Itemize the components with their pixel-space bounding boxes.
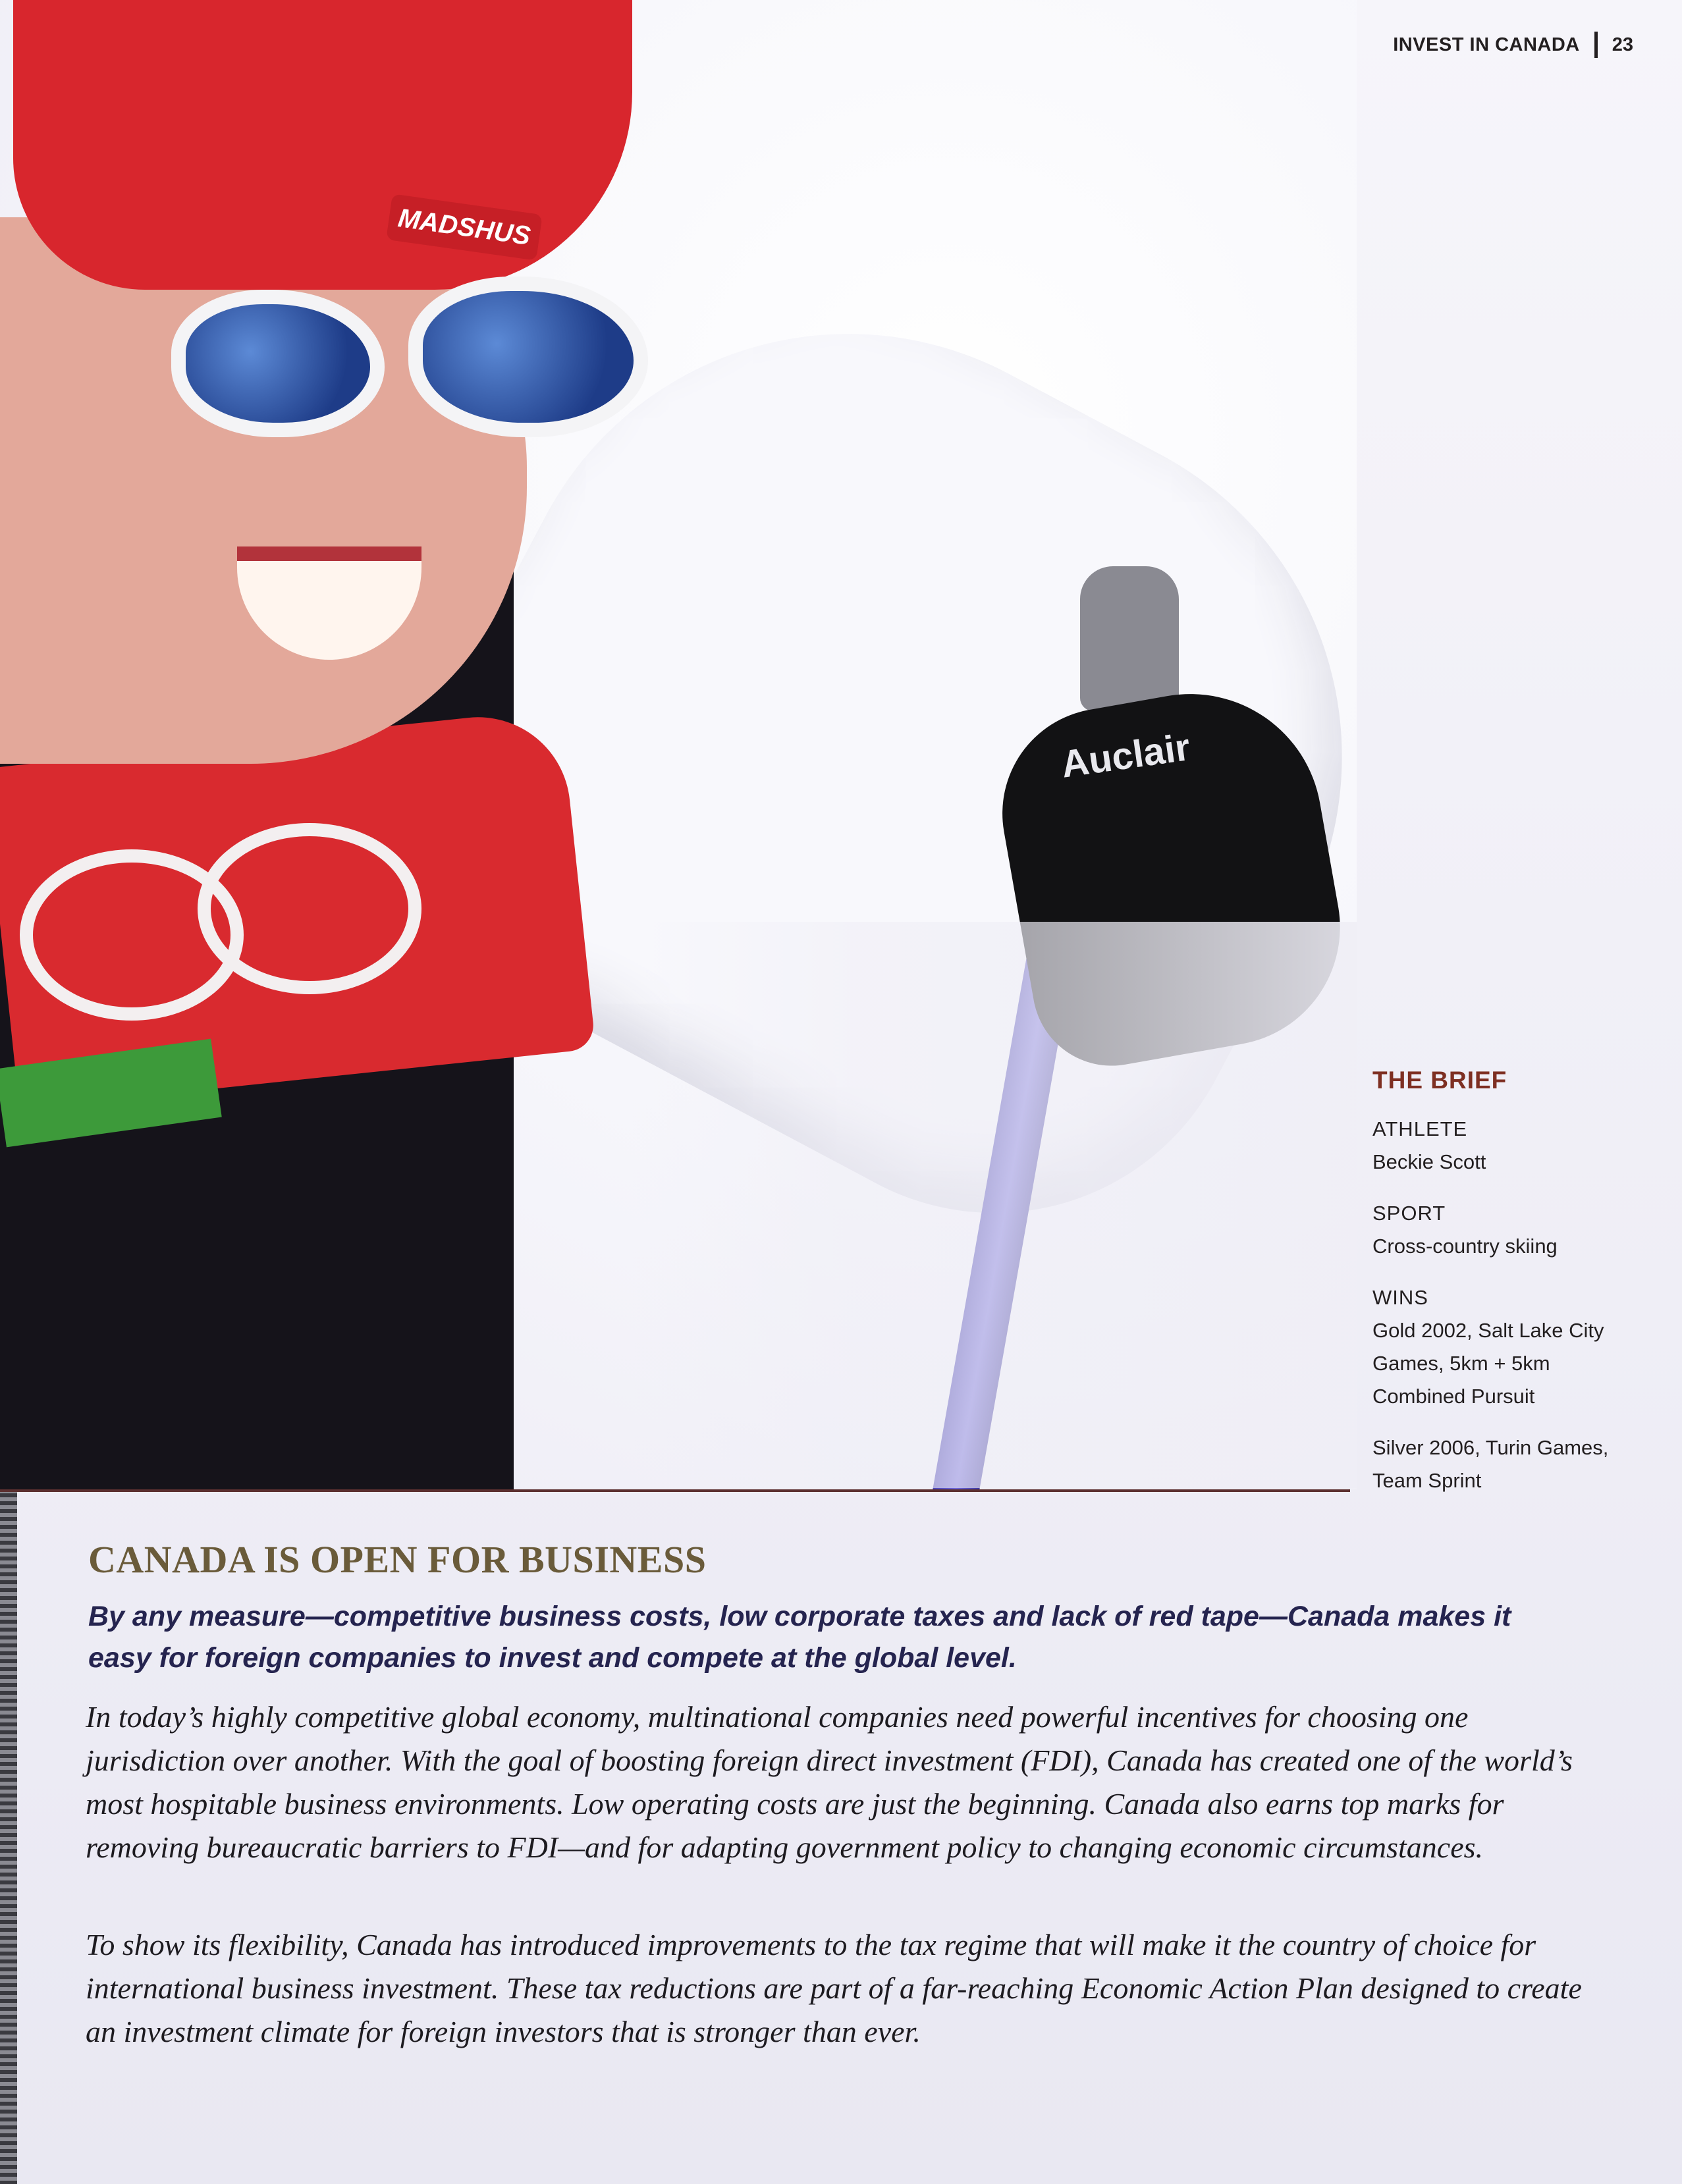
brief-silver [1372, 1431, 1662, 1497]
section-title: INVEST IN CANADA [1393, 34, 1580, 55]
article-deck: By any measure—competitive business costs, low corporate taxes and lack of red tape—Canada makes it easy for foreign companies to invest and compete at the global level. [88, 1601, 1511, 1674]
left-lens [171, 290, 385, 437]
article-headline: CANADA IS OPEN FOR BUSINESS [88, 1538, 707, 1581]
wins-label: WINS [1372, 1286, 1428, 1309]
photo-rule [0, 1489, 1350, 1492]
article-paragraph-2: To show its flexibility, Canada has introduced improvements to the tax regime that will make it the country of choice for international business investment. These tax reductions are part of a far-reaching Economic Action Plan designed to create an investment climate for foreign investors that is stronger than ever. [86, 1928, 1582, 2048]
pole-grip [1080, 566, 1179, 711]
wins-line: Gold 2002, Salt Lake City [1372, 1319, 1604, 1342]
wins-line: Combined Pursuit [1372, 1385, 1535, 1408]
brief-wins [1372, 1281, 1662, 1413]
right-lens [408, 277, 648, 437]
silver-line: Team Sprint [1372, 1469, 1482, 1492]
olympic-ring-2 [198, 823, 421, 994]
page-number: 23 [1612, 34, 1633, 55]
the-brief-sidebar [1372, 1067, 1662, 1516]
brief-title: THE BRIEF [1372, 1067, 1507, 1094]
hat-logo: MADSHUS [386, 194, 543, 260]
header-divider [1594, 32, 1598, 58]
wins-line: Games, 5km + 5km [1372, 1352, 1550, 1375]
sunglasses [40, 198, 665, 448]
sport-value: Cross-country skiing [1372, 1235, 1558, 1258]
athlete-label: ATHLETE [1372, 1117, 1468, 1140]
article-paragraph-1: In today’s highly competitive global economy, multinational companies need powerful incentives for choosing one jurisdiction over another. With the goal of boosting foreign direct investment (FDI), Canada has created one of the world’s most hospitable business environments. Low operating costs are just the beginning. Canada also earns top marks for removing bureaucratic barriers to FDI—and for adapting government policy to changing economic circumstances. [86, 1700, 1573, 1864]
glove-logo: Auclair [1058, 726, 1193, 786]
athlete-value: Beckie Scott [1372, 1150, 1486, 1173]
page-header [1393, 32, 1633, 58]
sport-label: SPORT [1372, 1202, 1446, 1225]
silver-line: Silver 2006, Turin Games, [1372, 1436, 1609, 1459]
brief-athlete [1372, 1113, 1662, 1179]
photo-fade [632, 922, 1357, 1488]
brief-sport [1372, 1197, 1662, 1263]
